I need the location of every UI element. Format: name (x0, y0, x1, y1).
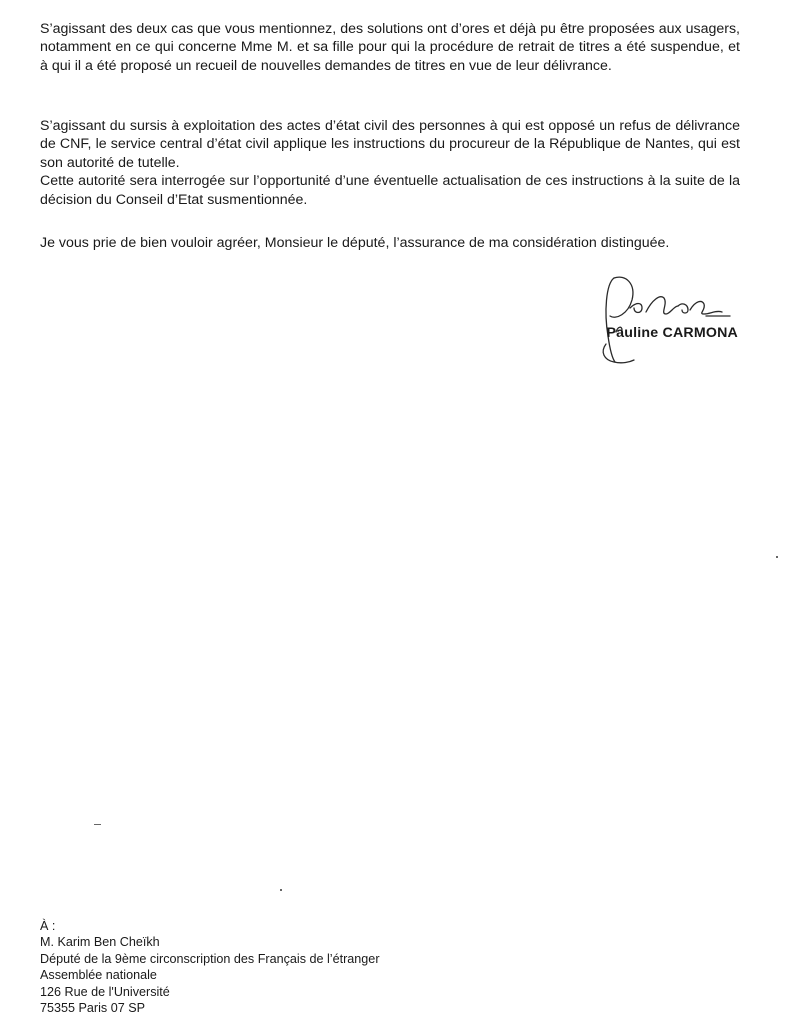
handwritten-signature (570, 272, 770, 372)
recipient-city: 75355 Paris 07 SP (40, 1001, 146, 1016)
recipient-address (40, 918, 380, 1016)
signatory-name: Pauline CARMONA (606, 325, 738, 341)
scan-speck (776, 556, 778, 558)
signature-block (570, 272, 770, 372)
recipient-institution: Assemblée nationale (40, 968, 157, 983)
recipient-heading: À : (40, 919, 56, 933)
recipient-street: 126 Rue de l'Université (40, 984, 170, 999)
paragraph-cases: S’agissant des deux cas que vous mentionnez, des solutions ont d’ores et déjà pu être proposées aux usagers, notamment en ce qui concerne Mme M. et sa fille pour qui la procédure de retrait de titres a été suspendue, et à qui il a été proposé un recueil de nouvelles demandes de titres en vue de leur délivrance. (40, 21, 740, 74)
recipient-title: Député de la 9ème circonscription des Français de l’étranger (40, 951, 380, 966)
paragraph-civil-status (40, 117, 740, 209)
paragraph-civil-status-main: S’agissant du sursis à exploitation des actes d’état civil des personnes à qui est opposé un refus de délivrance de CNF, le service central d’état civil applique les instructions du procureur de la République de Nantes, qui est son autorité de tutelle. (40, 118, 740, 171)
paragraph-civil-status-followup: Cette autorité sera interrogée sur l’opportunité d’une éventuelle actualisation de ces instructions à la suite de la décision du Conseil d’Etat susmentionnée. (40, 173, 740, 208)
scan-speck (280, 889, 282, 891)
closing-formula: Je vous prie de bien vouloir agréer, Monsieur le député, l’assurance de ma considération distinguée. (40, 235, 670, 251)
scan-speck (94, 824, 101, 825)
recipient-name: M. Karim Ben Cheïkh (40, 935, 160, 950)
